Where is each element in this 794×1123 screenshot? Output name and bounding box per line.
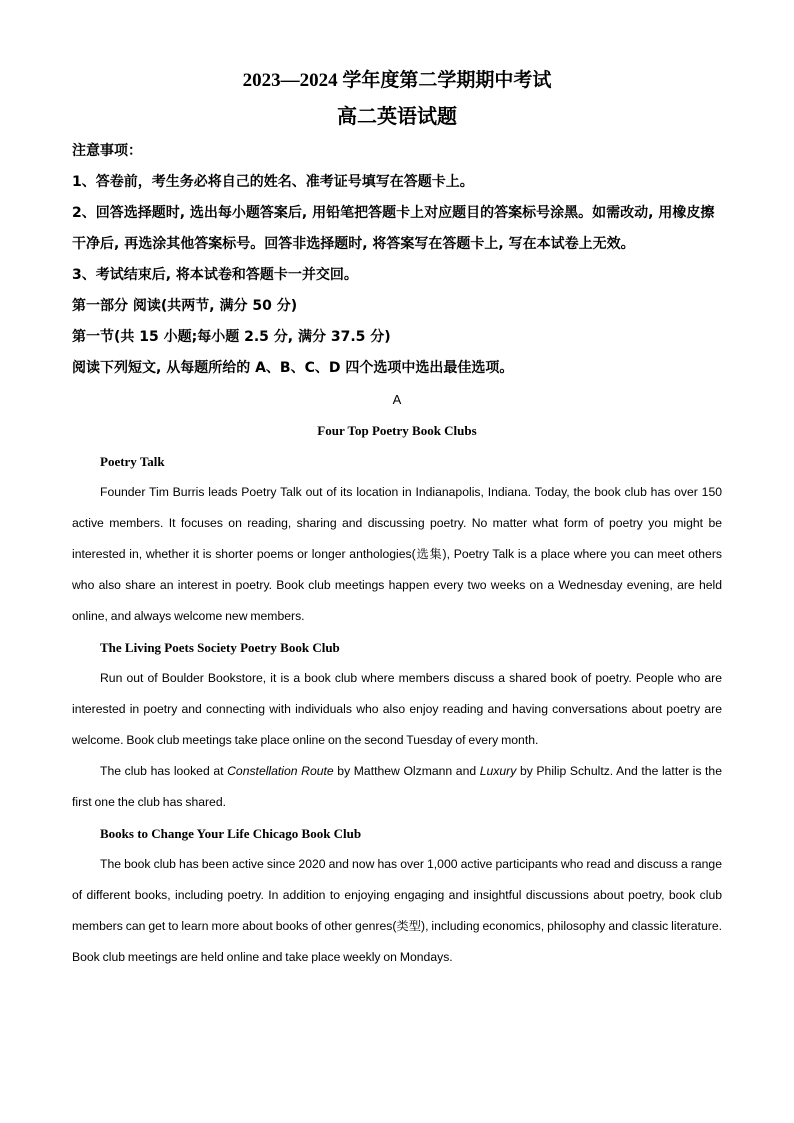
text-run: by Philip Schultz. And the latter is the first one the club has shared. bbox=[72, 764, 722, 809]
club-paragraph-living-poets-books bbox=[72, 756, 722, 818]
book-title-constellation-route: Constellation Route bbox=[227, 764, 334, 778]
text-run: The club has looked at bbox=[100, 764, 228, 778]
club-paragraph-poetry-talk: Founder Tim Burris leads Poetry Talk out of its location in Indianapolis, Indiana. Today, the book club has over 150 active members. It focuses on reading, sharing and discussing poetry. No matter what form of poetry you might be interested in, whether it is shorter poems or longer anthologies(选集), Poetry Talk is a place where you can meet others who also share an interest in poetry. Book club meetings happen every two weeks on a Wednesday evening, are held online, and always welcome new members. bbox=[72, 485, 722, 623]
club-title-books-to-change: Books to Change Your Life Chicago Book Club bbox=[100, 826, 362, 841]
club-title-living-poets: The Living Poets Society Poetry Book Club bbox=[100, 640, 340, 655]
part-header bbox=[72, 291, 722, 384]
club-paragraph-books-to-change: The book club has been active since 2020 and now has over 1,000 active participants who read and discuss a range of different books, including poetry. In addition to enjoying engaging and insightful discussions about poetry, book club members can get to learn more about books of other genres(类型), including economics, philosophy and classic literature. Book club meetings are held online and take place weekly on Mondays. bbox=[72, 857, 722, 964]
notes-heading: 注意事项： bbox=[72, 143, 142, 159]
club-title-poetry-talk: Poetry Talk bbox=[100, 454, 165, 469]
exam-title: 2023—2024 学年度第二学期期中考试 bbox=[242, 70, 552, 91]
passage-title: Four Top Poetry Book Clubs bbox=[317, 423, 477, 438]
part-title: 第一部分 阅读(共两节, 满分 50 分) bbox=[72, 298, 298, 314]
notes-section bbox=[72, 136, 722, 291]
exam-subtitle: 高二英语试题 bbox=[337, 106, 457, 128]
section-instruction: 阅读下列短文, 从每题所给的 A、B、C、D 四个选项中选出最佳选项。 bbox=[72, 360, 514, 376]
passage-a bbox=[72, 384, 722, 973]
notes-item-1: 1、答卷前，考生务必将自己的姓名、准考证号填写在答题卡上。 bbox=[72, 174, 474, 190]
passage-letter: A bbox=[392, 392, 402, 407]
notes-item-3: 3、考试结束后, 将本试卷和答题卡一并交回。 bbox=[72, 267, 358, 283]
notes-item-2: 2、回答选择题时, 选出每小题答案后, 用铅笔把答题卡上对应题目的答案标号涂黑。如需改动, 用橡皮擦干净后, 再选涂其他答案标号。回答非选择题时, 将答案写在答题卡上, 写在本试卷上无效。 bbox=[72, 205, 715, 252]
text-run: by Matthew Olzmann and bbox=[333, 764, 480, 778]
book-title-luxury: Luxury bbox=[479, 764, 517, 778]
section-title: 第一节(共 15 小题;每小题 2.5 分, 满分 37.5 分) bbox=[72, 329, 391, 345]
club-paragraph-living-poets: Run out of Boulder Bookstore, it is a book club where members discuss a shared book of poetry. People who are interested in poetry and connecting with individuals who also enjoy reading and having conversations about poetry are welcome. Book club meetings take place online on the second Tuesday of every month. bbox=[72, 671, 722, 747]
